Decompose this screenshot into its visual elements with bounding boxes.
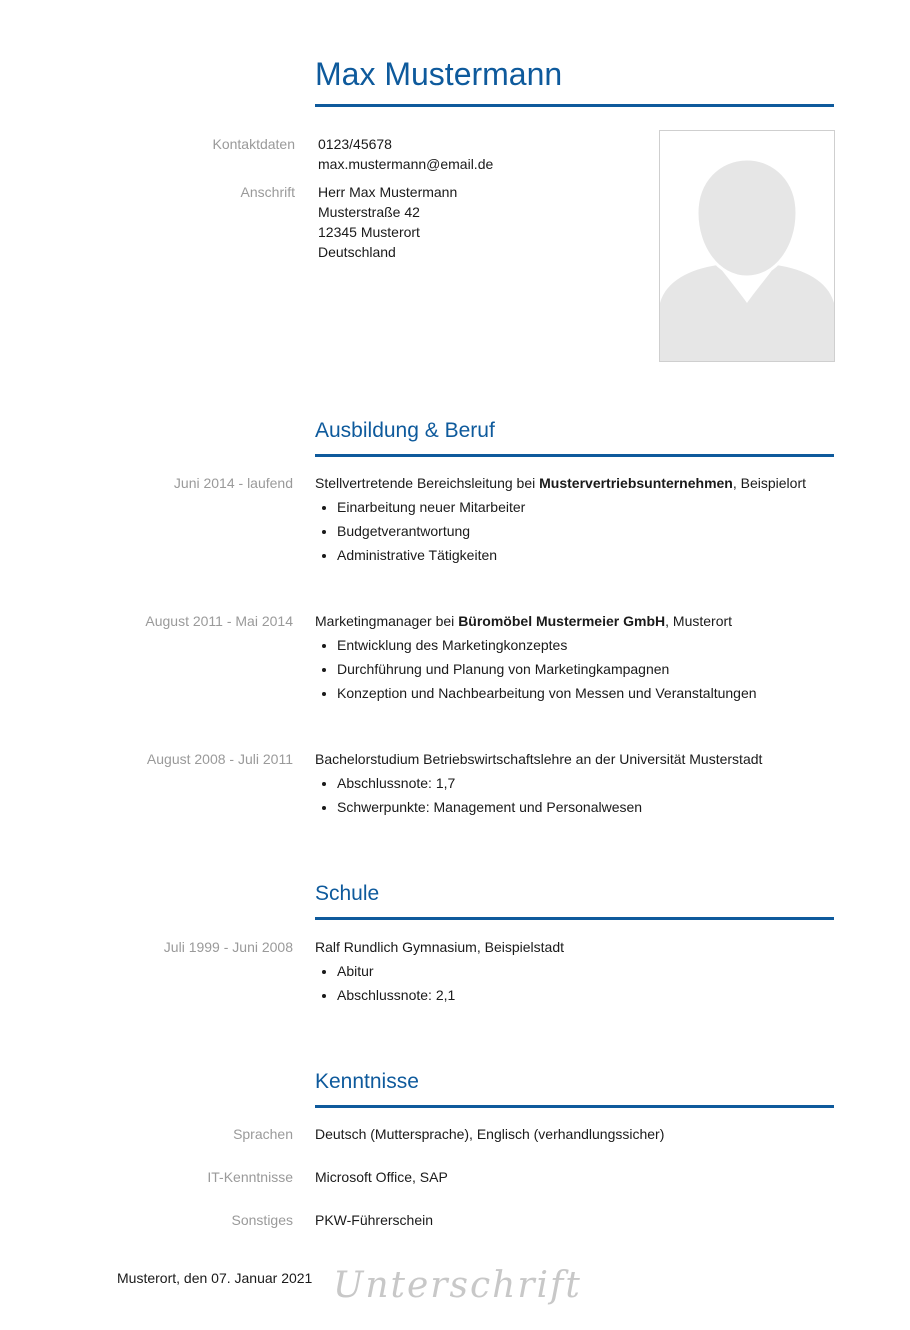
entry-date-1: Juni 2014 - laufend (173, 475, 293, 491)
contact-phone: 0123/45678 (318, 136, 392, 152)
person-silhouette-icon (660, 131, 834, 361)
list-item: • Administrative Tätigkeiten (337, 545, 834, 565)
entry-location: , Musterort (665, 613, 733, 629)
address-line-1: Herr Max Mustermann (318, 184, 458, 200)
list-item: • Durchführung und Planung von Marketingkampagnen (337, 659, 834, 679)
entry-bullets (315, 635, 834, 703)
entry-org: Mustervertriebsunternehmen (539, 475, 733, 491)
list-item: • Entwicklung des Marketingkonzeptes (337, 635, 834, 655)
contact-email: max.mustermann@email.de (318, 156, 494, 172)
entry-role: Marketingmanager bei (315, 613, 459, 629)
entry-school (315, 937, 834, 1009)
entry-title (315, 611, 834, 631)
skill-label-other: Sonstiges (231, 1212, 293, 1228)
entry-title (315, 473, 834, 493)
skill-value-it: Microsoft Office, SAP (315, 1169, 448, 1185)
section-rule-school (315, 917, 834, 920)
entry-title: Ralf Rundlich Gymnasium, Beispielstadt (315, 939, 564, 955)
entry-job-1 (315, 473, 834, 569)
list-item: • Abitur (337, 961, 834, 981)
skill-label-it: IT-Kenntnisse (207, 1169, 293, 1185)
list-item: • Abschlussnote: 2,1 (337, 985, 834, 1005)
list-item: • Einarbeitung neuer Mitarbeiter (337, 497, 834, 517)
entry-date-school: Juli 1999 - Juni 2008 (163, 939, 293, 955)
entry-location: , Beispielort (732, 475, 807, 491)
entry-bullets (315, 497, 834, 565)
section-title-school: Schule (315, 882, 380, 905)
entry-role: Stellvertretende Bereichsleitung bei (315, 475, 540, 491)
section-rule-skills (315, 1105, 834, 1108)
signature: Unterschrift (333, 1265, 582, 1306)
entry-date-3: August 2008 - Juli 2011 (146, 751, 293, 767)
entry-date-2: August 2011 - Mai 2014 (145, 613, 293, 629)
header-rule (315, 104, 834, 107)
section-title-skills: Kenntnisse (315, 1070, 419, 1093)
list-item: • Abschlussnote: 1,7 (337, 773, 834, 793)
list-item: • Konzeption und Nachbearbeitung von Messen und Veranstaltungen (337, 683, 834, 703)
skill-label-languages: Sprachen (233, 1126, 293, 1142)
contact-label: Kontaktdaten (212, 136, 295, 152)
entry-bullets (315, 773, 834, 817)
list-item: • Schwerpunkte: Management und Personalwesen (337, 797, 834, 817)
list-item: • Budgetverantwortung (337, 521, 834, 541)
entry-bullets (315, 961, 834, 1005)
address-line-4: Deutschland (318, 244, 396, 260)
section-rule-education-work (315, 454, 834, 457)
profile-photo (659, 130, 835, 362)
entry-title: Bachelorstudium Betriebswirtschaftslehre an der Universität Musterstadt (315, 751, 763, 767)
section-title-education-work: Ausbildung & Beruf (315, 419, 495, 442)
skill-value-other: PKW-Führerschein (315, 1212, 434, 1228)
skill-value-languages: Deutsch (Muttersprache), Englisch (verhandlungssicher) (315, 1126, 665, 1142)
cv-name: Max Mustermann (315, 56, 563, 92)
address-line-2: Musterstraße 42 (318, 204, 420, 220)
address-line-3: 12345 Musterort (318, 224, 420, 240)
entry-job-2 (315, 611, 834, 707)
entry-org: Büromöbel Mustermeier GmbH (458, 613, 666, 629)
entry-study (315, 749, 834, 821)
place-date: Musterort, den 07. Januar 2021 (117, 1270, 313, 1286)
address-label: Anschrift (240, 184, 295, 200)
